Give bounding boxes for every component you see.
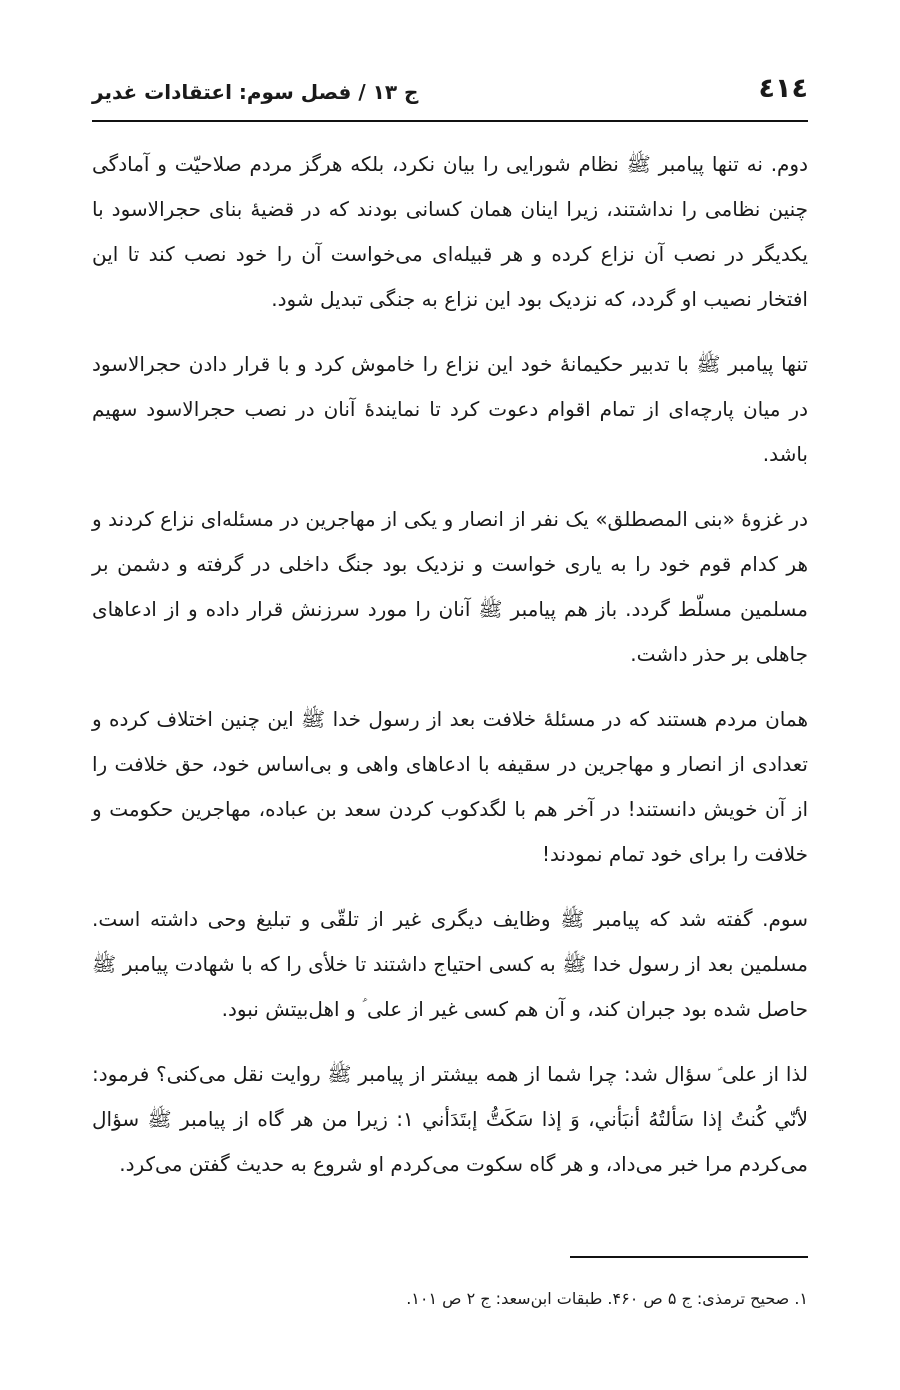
paragraph: در غزوهٔ «بنی المصطلق» یک نفر از انصار و یکی از مهاجرین در مسئله‌ای نزاع کردند و هر کدام قوم خود را به یاری خواست و نزدیک بود جنگ داخلی در گرفته و دشمن بر مسلمین مسلّط گردد. باز هم پیامبر ﷺ آنان را مورد سرزنش قرار داده و از ادعاهای جاهلی بر حذر داشت. [92,507,808,666]
page-header [92,62,808,122]
paragraph: دوم. نه تنها پیامبر ﷺ نظام شورایی را بیان نکرد، بلکه هرگز مردم صلاحیّت و آمادگی چنین نظامی را نداشتند، زیرا اینان همان کسانی بودند که در قضیهٔ بنای حجرالاسود با یکدیگر در نصب آن نزاع کرده و هر قبیله‌ای می‌خواست آن را خود نصب کند تا این افتخار نصیب او گردد، که نزدیک بود این نزاع به جنگی تبدیل شود. [92,152,808,311]
footnote-divider [570,1256,808,1258]
running-head: ج ۱۳ / فصل سوم: اعتقادات غدیر [92,80,419,104]
body-text [92,142,808,1207]
paragraph: لذا از علی ؑ سؤال شد: چرا شما از همه بیشتر از پیامبر ﷺ روایت نقل می‌کنی؟ فرمود: لأنّي كُنتُ إذا سَألتُهُ أنبَأني، وَ إذا سَكَتُّ إبتَدَأني ۱: زیرا من هر گاه از پیامبر ﷺ سؤال می‌کردم مرا خبر می‌داد، و هر گاه سکوت می‌کردم او شروع به حدیث گفتن می‌کرد. [92,1062,808,1176]
page-number: ٤١٤ [758,73,808,104]
paragraph: سوم. گفته شد که پیامبر ﷺ وظایف دیگری غیر از تلقّی و تبلیغ وحی داشته است. مسلمین بعد از رسول خدا ﷺ به کسی احتیاج داشتند تا خلأی را که با شهادت پیامبر ﷺ حاصل شده بود جبران کند، و آن هم کسی غیر از علی ؑ و اهل‌بیتش نبود. [92,907,808,1021]
paragraph: تنها پیامبر ﷺ با تدبیر حکیمانهٔ خود این نزاع را خاموش کرد و با قرار دادن حجرالاسود در میان پارچه‌ای از تمام اقوام دعوت کرد تا نمایندهٔ آنان در نصب حجرالاسود سهیم باشد. [92,352,808,466]
paragraph: همان مردم هستند که در مسئلهٔ خلافت بعد از رسول خدا ﷺ این چنین اختلاف کرده و تعدادی از انصار و مهاجرین در سقیفه با ادعاهای واهی و بی‌اساس خود، حق خلافت را از آن خویش دانستند! در آخر هم با لگدکوب کردن سعد بن عباده، مهاجرین حکومت و خلافت را برای خود تمام نمودند! [92,707,808,866]
footnote: ۱. صحیح ترمذی: ج ۵ ص ۴۶۰. طبقات ابن‌سعد: ج ۲ ص ۱۰۱. [406,1289,808,1308]
